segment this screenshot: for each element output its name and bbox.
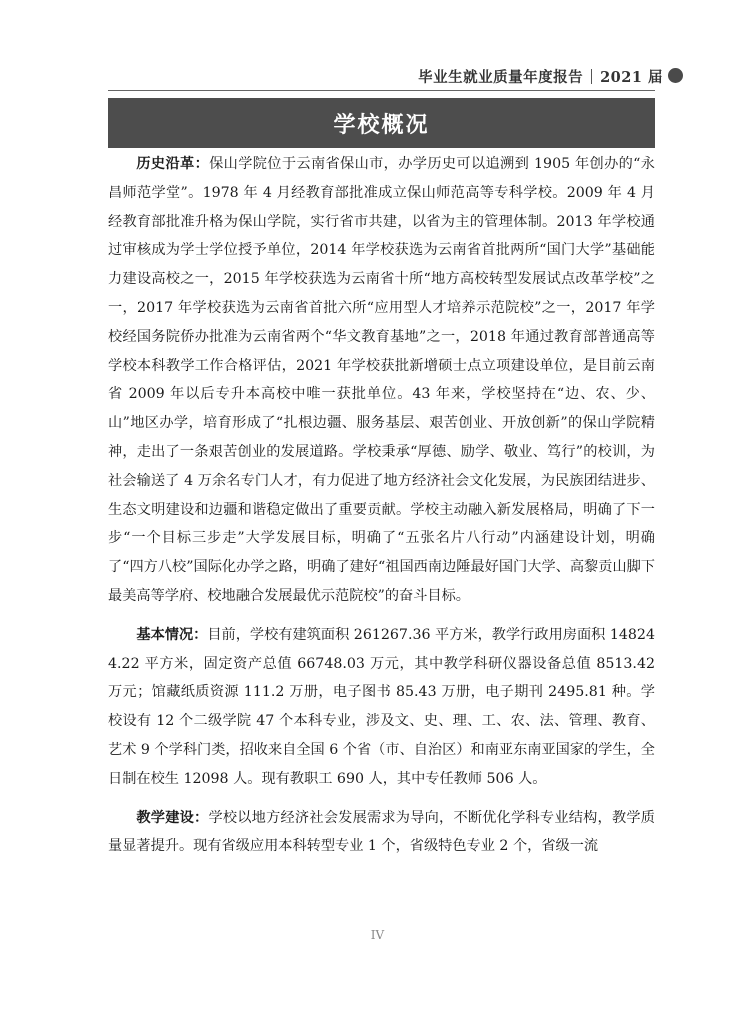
report-title: 毕业生就业质量年度报告 [418,69,584,86]
paragraph-lead: 教学建设： [136,809,209,826]
header-dot-icon [668,68,683,83]
header-title [418,66,663,87]
paragraph-lead: 历史沿革： [136,156,210,172]
paragraph-text: 学校以地方经济社会发展需求为导向，不断优化学科专业结构，教学质量显著提升。现有省级应用本科转型专业 1 个，省级特色专业 2 个，省级一流 [108,809,655,855]
body-text [108,150,655,871]
page-number: IV [370,928,385,942]
paragraph-teaching [108,804,655,862]
paragraph-basic-info [108,621,655,794]
paragraph-history [108,150,655,611]
paragraph-text: 保山学院位于云南省保山市，办学历史可以追溯到 1905 年创办的“永昌师范学堂”。1978 年 4 月经教育部批准成立保山师范高等专科学校。2009 年 4 月经教育部批准升格为保山学院，实行省市共建，以省为主的管理体制。2013 年学校通过审核成为学士学位授予单位，2014 年学校获选为云南省首批两所“国门大学”基础能力建设高校之一，2015 年学校获选为云南省十所“地方高校转型发展试点改革学校”之一，2017 年学校获选为云南省首批六所“应用型人才培养示范院校”之一，2017 年学校经国务院侨办批准为云南省两个“华文教育基地”之一，2018 年通过教育部普通高等学校本科教学工作合格评估，2021 年学校获批新增硕士点立项建设单位，是目前云南省 2009 年以后专升本高校中唯一获批单位。43 年来，学校坚持在“边、农、少、山”地区办学，培育形成了“扎根边疆、服务基层、艰苦创业、开放创新”的保山学院精神，走出了一条艰苦创业的发展道路。学校秉承“厚德、励学、敬业、笃行”的校训，为社会输送了 4 万余名专门人才，有力促进了地方经济社会文化发展，为民族团结进步、生态文明建设和边疆和谐稳定做出了重要贡献。学校主动融入新发展格局，明确了下一步“一个目标三步走”大学发展目标，明确了“五张名片八行动”内涵建设计划，明确了“四方八校”国际化办学之路，明确了建好“祖国西南边陲最好国门大学、高黎贡山脚下最美高等学府、校地融合发展最优示范院校”的奋斗目标。 [108,156,655,604]
page-header [0,66,755,86]
paragraph-text: 目前，学校有建筑面积 261267.36 平方米，教学行政用房面积 148244.22 平方米，固定资产总值 66748.03 万元，其中教学科研仪器设备总值 8513.42 万元；馆藏纸质资源 111.2 万册，电子图书 85.43 万册，电子期刊 2495.81 种。学校设有 12 个二级学院 47 个本科专业，涉及文、史、理、工、农、法、管理、教育、艺术 9 个学科门类，招收来自全国 6 个省（市、自治区）和南亚东南亚国家的学生，全日制在校生 12098 人。现有教职工 690 人，其中专任教师 506 人。 [108,626,655,787]
report-year: 2021 届 [600,69,663,86]
header-separator [591,69,592,84]
section-title: 学校概况 [108,98,655,148]
header-divider [108,90,655,91]
paragraph-lead: 基本情况： [136,626,208,643]
